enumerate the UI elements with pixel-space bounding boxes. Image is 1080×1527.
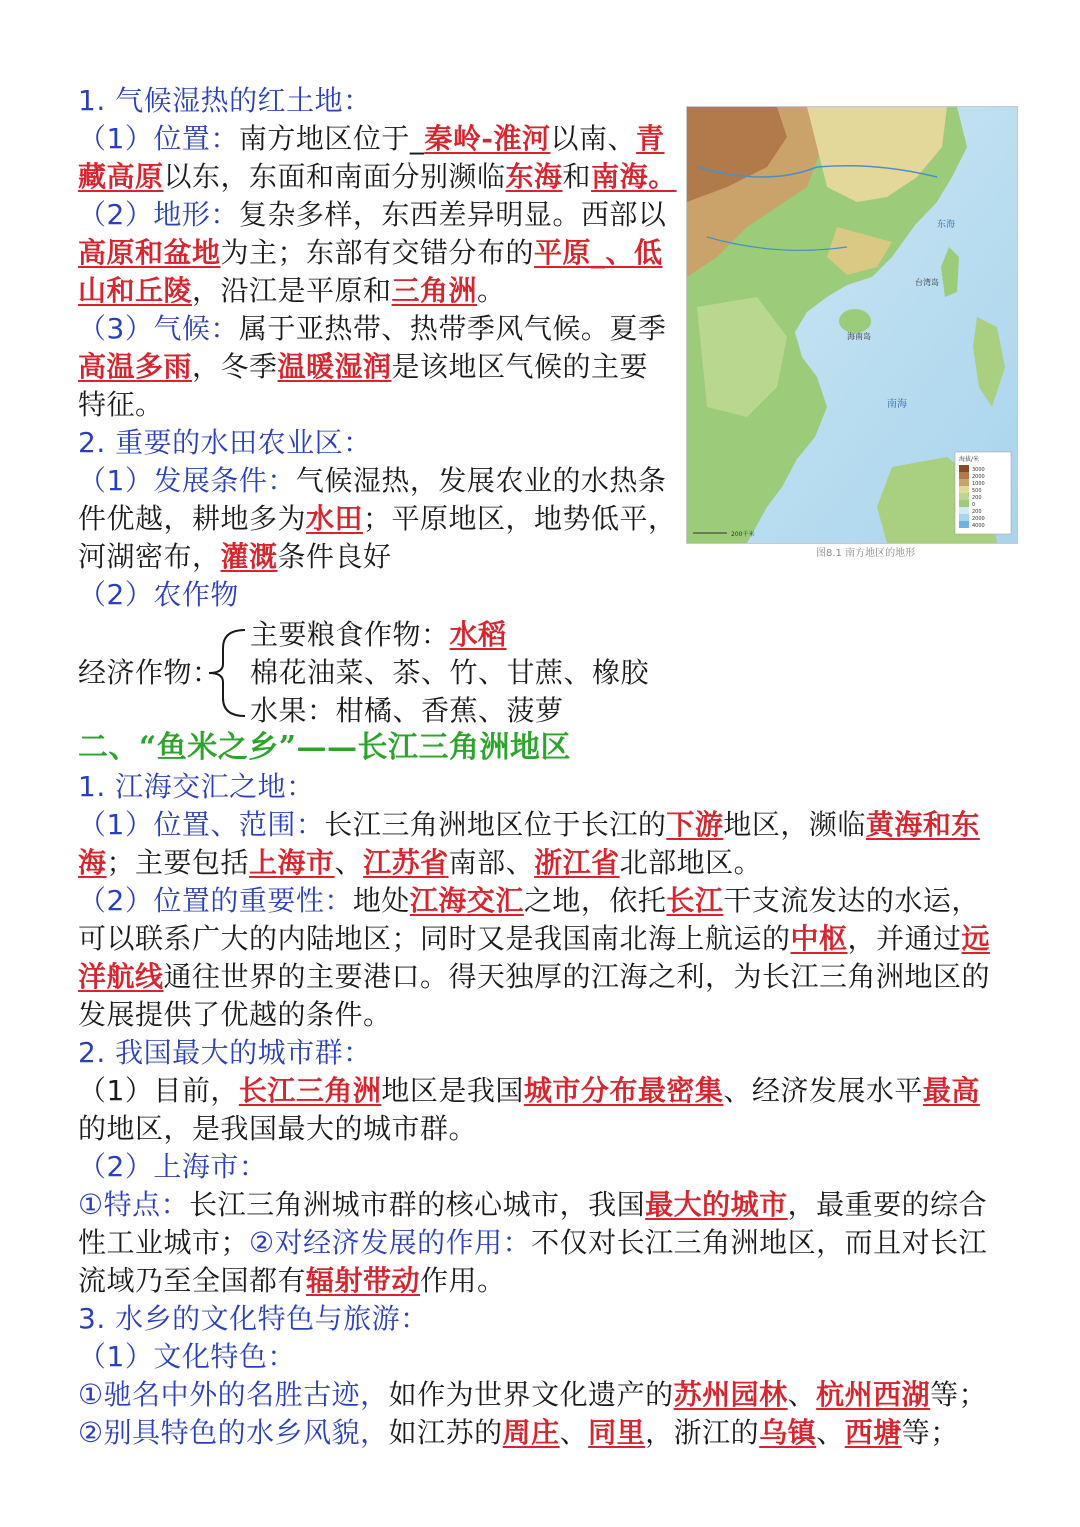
- text: 、: [787, 1378, 817, 1411]
- text: 等；: [901, 1416, 959, 1449]
- text: 、: [816, 1416, 845, 1449]
- legend-value: 500: [972, 488, 982, 494]
- terrain-line-1: [78, 196, 666, 234]
- text: 、: [334, 846, 364, 879]
- heading-paddy: 2. 重要的水田农业区：: [78, 426, 372, 459]
- climate-line-2: [78, 348, 648, 386]
- terrain-map-image: [687, 107, 1017, 543]
- text: 性工业城市；: [78, 1226, 250, 1259]
- map-label-east-sea: 东海: [937, 220, 956, 230]
- label-range: （1）位置、范围：: [78, 808, 325, 841]
- text: 。: [477, 274, 506, 307]
- text: 等；: [930, 1378, 988, 1411]
- text: 河湖密布，: [78, 540, 221, 573]
- text: 如作为世界文化遗产的: [388, 1378, 674, 1411]
- text: （1）目前，: [78, 1074, 239, 1107]
- map-caption: 图8.1 南方地区的地形: [816, 548, 916, 559]
- text: 长江三角洲地区位于长江的: [324, 808, 667, 841]
- importance-line-2: [78, 920, 990, 958]
- text: 长江三角洲城市群的核心城市，我国: [189, 1188, 646, 1221]
- legend-value: 3000: [972, 467, 985, 473]
- shanghai-line-1: [78, 1186, 987, 1224]
- keyword: 洋航线: [78, 960, 164, 993]
- text: 作用。: [420, 1264, 506, 1297]
- keyword: 江苏省: [363, 846, 449, 879]
- text: 不仅对长江三角洲地区，而且对长江: [531, 1226, 988, 1259]
- keyword: 高温多雨: [78, 350, 193, 383]
- keyword: 城市分布最密集: [523, 1074, 724, 1107]
- label-importance: （2）位置的重要性：: [78, 884, 353, 917]
- keyword: 东海: [505, 160, 563, 193]
- heading-red-soil: 1. 气候湿热的红土地：: [78, 84, 372, 117]
- terrain-map: [686, 106, 1018, 544]
- keyword: 长江三角洲: [238, 1074, 382, 1107]
- culture-subheading: （1）文化特色：: [78, 1340, 296, 1373]
- culture-line-2: [78, 1414, 959, 1452]
- keyword: 同里: [588, 1416, 646, 1449]
- text: ，冬季: [192, 350, 278, 383]
- text: 流域乃至全国都有: [78, 1264, 307, 1297]
- legend-value: 2000: [972, 474, 985, 480]
- keyword: 最大的城市: [645, 1188, 788, 1221]
- label-role: ②对经济发展的作用：: [249, 1226, 532, 1259]
- location-line-2: [78, 158, 677, 196]
- label-sites: ①驰名中外的名胜古迹，: [78, 1378, 389, 1411]
- keyword: 周庄: [502, 1416, 560, 1449]
- keyword: 水田: [306, 502, 364, 535]
- keyword: 上海市: [249, 846, 335, 879]
- text: 、: [559, 1416, 589, 1449]
- text: ，最重要的综合: [787, 1188, 988, 1221]
- importance-line-4: 发展提供了优越的条件。: [78, 998, 392, 1031]
- keyword: 浙江省: [534, 846, 620, 879]
- legend-value: 0: [972, 502, 976, 508]
- city-line-2: 的地区，是我国最大的城市群。: [78, 1112, 478, 1145]
- text: 可以联系广大的内陆地区；同时又是我国南北海上航运的: [78, 922, 791, 955]
- text: 为主；东部有交错分布的: [220, 236, 535, 269]
- text: 件优越，耕地多为: [78, 502, 307, 535]
- keyword: 长江: [666, 884, 724, 917]
- crops-heading: （2）农作物: [78, 578, 239, 611]
- label-conditions: （1）发展条件：: [78, 464, 296, 497]
- map-scale: 200千米: [731, 531, 755, 538]
- shanghai-heading: （2）上海市：: [78, 1150, 268, 1183]
- legend-value: 200: [972, 509, 982, 515]
- legend-value: 200: [972, 495, 982, 501]
- heading-river-sea: 1. 江海交汇之地：: [78, 770, 315, 803]
- text: ；平原地区，地势低平，: [363, 502, 677, 535]
- keyword: 海: [78, 846, 107, 879]
- legend-value: 4000: [972, 523, 985, 529]
- map-label-hainan: 海南岛: [847, 332, 871, 341]
- keyword: 灌溉: [220, 540, 278, 573]
- keyword: 南海。: [591, 160, 677, 193]
- shanghai-line-3: [78, 1262, 506, 1300]
- text: ，并通过: [847, 922, 962, 955]
- text: 以东，东面和南面分别濒临: [163, 160, 506, 193]
- text: ，沿江是平原和: [192, 274, 392, 307]
- keyword: 江海交汇: [409, 884, 524, 917]
- text: 通往世界的主要港口。得天独厚的江海之利，为长江三角洲地区的: [163, 960, 991, 993]
- text: 复杂多样，东西差异明显。西部以: [238, 198, 667, 231]
- text: 南部、: [448, 846, 535, 879]
- culture-line-1: [78, 1376, 987, 1414]
- text: 、经济发展水平: [723, 1074, 923, 1107]
- keyword: 杭州西湖: [816, 1378, 931, 1411]
- shanghai-line-2: [78, 1224, 987, 1262]
- city-line-1: [78, 1072, 980, 1110]
- text: 属于亚热带、热带季风气候。夏季: [238, 312, 667, 345]
- crop-cash: 棉花油菜、茶、竹、甘蔗、橡胶: [250, 656, 650, 689]
- keyword: 青: [635, 122, 665, 155]
- conditions-line-1: [78, 462, 666, 500]
- keyword: 三角洲: [391, 274, 478, 307]
- terrain-line-2: [78, 234, 663, 272]
- crop-grain: [250, 616, 507, 654]
- text: 如江苏的: [388, 1416, 503, 1449]
- conditions-line-3: [78, 538, 392, 576]
- text: 主要粮食作物：: [250, 618, 450, 651]
- text: 是该地区气候的主要: [391, 350, 649, 383]
- heading-culture: 3. 水乡的文化特色与旅游：: [78, 1302, 429, 1335]
- keyword: 高原和盆地: [78, 236, 221, 269]
- crop-label: 经济作物：: [78, 656, 221, 689]
- text: 之地，依托: [523, 884, 667, 917]
- text: 地处: [352, 884, 410, 917]
- text: 地区，濒临: [723, 808, 866, 841]
- climate-line-3: 特征。: [78, 388, 164, 421]
- text: 气候湿热，发展农业的水热条: [295, 464, 667, 497]
- text: 干支流发达的水运，: [723, 884, 980, 917]
- legend-title: 海拔/米: [959, 456, 980, 463]
- map-label-south-sea: 南海: [887, 399, 907, 410]
- conditions-line-2: [78, 500, 677, 538]
- text: 和: [562, 160, 592, 193]
- label-feature: ①特点：: [78, 1188, 190, 1221]
- keyword: 黄海和东: [865, 808, 980, 841]
- text: 北部地区。: [619, 846, 763, 879]
- keyword: 最高: [922, 1074, 980, 1107]
- range-line-2: [78, 844, 762, 882]
- range-line-1: [78, 806, 980, 844]
- keyword: 藏高原: [78, 160, 164, 193]
- climate-line-1: [78, 310, 666, 348]
- text: 地区是我国: [381, 1074, 524, 1107]
- map-label-taiwan: 台湾岛: [915, 278, 939, 287]
- label-location: （1）位置：: [78, 122, 239, 155]
- keyword: 辐射带动: [306, 1264, 421, 1297]
- importance-line-1: [78, 882, 980, 920]
- label-climate: （3）气候：: [78, 312, 239, 345]
- keyword: 平原_、低: [534, 236, 663, 269]
- crop-fruit: 水果：柑橘、香蕉、菠萝: [250, 694, 564, 727]
- keyword: 温暖湿润: [277, 350, 392, 383]
- brace-icon: [205, 628, 249, 718]
- keyword: 山和丘陵: [78, 274, 193, 307]
- keyword: 西塘: [844, 1416, 902, 1449]
- terrain-line-3: [78, 272, 506, 310]
- text: 以南、: [550, 122, 636, 155]
- text: 条件良好: [277, 540, 392, 573]
- text: ，浙江的: [645, 1416, 760, 1449]
- legend-value: 1000: [972, 481, 985, 487]
- text: ；主要包括: [106, 846, 250, 879]
- keyword: 乌镇: [759, 1416, 817, 1449]
- heading-city-group: 2. 我国最大的城市群：: [78, 1036, 372, 1069]
- label-terrain: （2）地形：: [78, 198, 239, 231]
- keyword: 苏州园林: [673, 1378, 788, 1411]
- keyword: 秦岭-淮河: [424, 122, 551, 155]
- text: 南方地区位于_: [238, 122, 425, 155]
- location-line-1: [78, 120, 665, 158]
- keyword: 中枢: [790, 922, 848, 955]
- importance-line-3: [78, 958, 990, 996]
- section-heading-delta: 二、“鱼米之乡”——长江三角洲地区: [78, 730, 572, 765]
- keyword: 下游: [666, 808, 724, 841]
- keyword: 水稻: [449, 618, 507, 651]
- label-water-town: ②别具特色的水乡风貌，: [78, 1416, 389, 1449]
- legend-value: 2000: [972, 516, 985, 522]
- keyword: 远: [961, 922, 991, 955]
